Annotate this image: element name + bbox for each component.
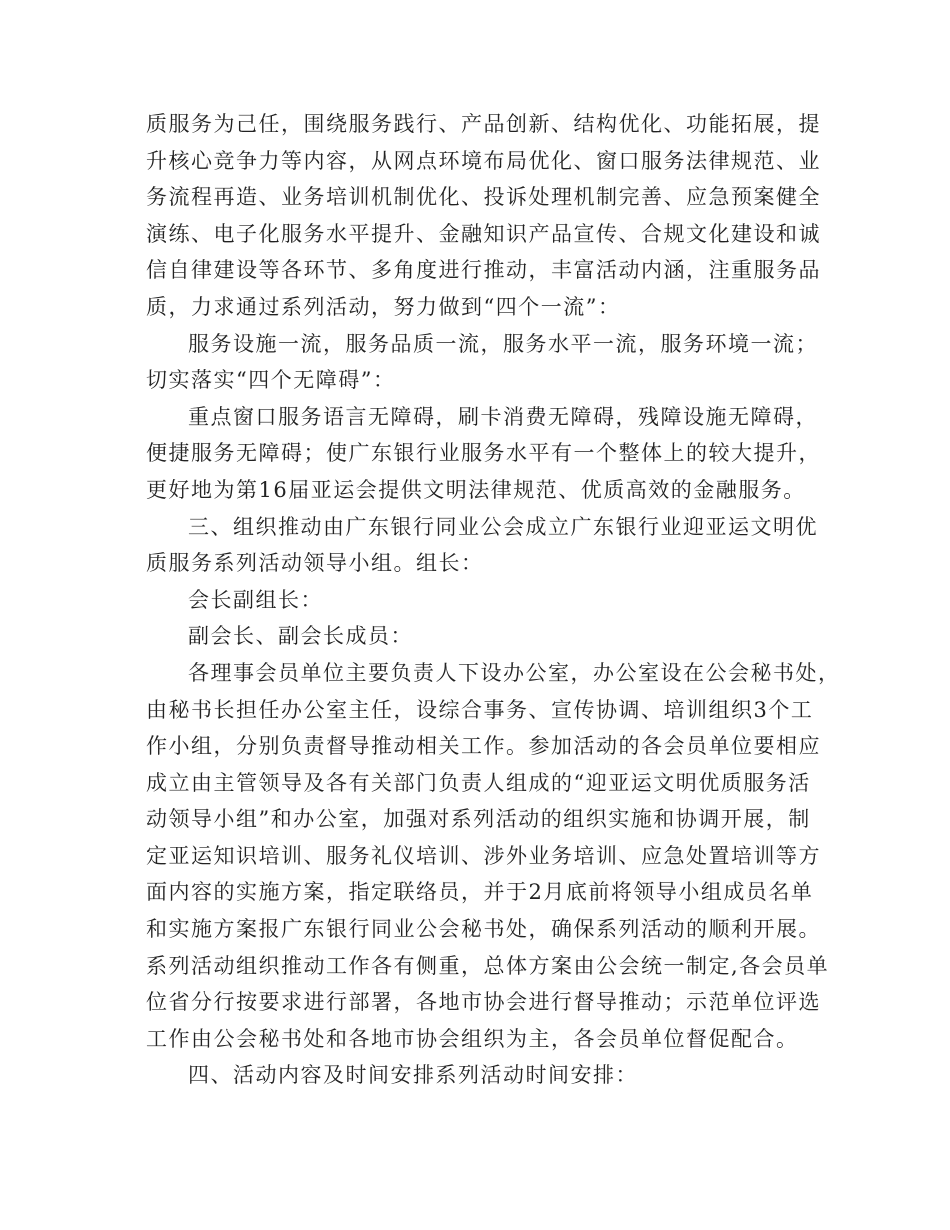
text-line: 信自律建设等各环节、多角度进行推动，丰富活动内涵，注重服务品	[146, 258, 821, 283]
text-line: 作小组，分别负责督导推动相关工作。参加活动的各会员单位要相应	[146, 734, 821, 759]
text-line: 便捷服务无障碍；使广东银行业服务水平有一个整体上的较大提升，	[146, 441, 821, 466]
text-line: 系列活动组织推动工作各有侧重，总体方案由公会统一制定,各会员单	[146, 953, 830, 978]
text-line: 四、活动内容及时间安排系列活动时间安排：	[188, 1063, 638, 1088]
text-line: 服务设施一流，服务品质一流，服务水平一流，服务环境一流；	[188, 331, 818, 356]
text-line: 会长副组长：	[188, 587, 323, 612]
text-line: 升核心竞争力等内容，从网点环境布局优化、窗口服务法律规范、业	[146, 148, 821, 173]
text-line: 和实施方案报广东银行同业公会秘书处，确保系列活动的顺利开展。	[146, 917, 821, 942]
text-line: 务流程再造、业务培训机制优化、投诉处理机制完善、应急预案健全	[146, 185, 821, 210]
text-line: 切实落实“四个无障碍”：	[146, 368, 396, 393]
text-line: 面内容的实施方案，指定联络员，并于2月底前将领导小组成员名单	[146, 880, 814, 905]
text-line: 质服务为己任，围绕服务践行、产品创新、结构优化、功能拓展，提	[146, 112, 821, 136]
text-line: 定亚运知识培训、服务礼仪培训、涉外业务培训、应急处置培训等方	[146, 843, 821, 868]
text-line: 由秘书长担任办公室主任，设综合事务、宣传协调、培训组织3个工	[146, 697, 814, 722]
document-body	[146, 106, 841, 1094]
text-line: 演练、电子化服务水平提升、金融知识产品宣传、合规文化建设和诚	[146, 221, 821, 246]
text-line: 三、组织推动由广东银行同业公会成立广东银行业迎亚运文明优	[188, 514, 818, 539]
text-line: 各理事会员单位主要负责人下设办公室，办公室设在公会秘书处，	[188, 660, 841, 685]
text-line: 更好地为第16届亚运会提供文明法律规范、优质高效的金融服务。	[146, 477, 806, 502]
text-line: 成立由主管领导及各有关部门负责人组成的“迎亚运文明优质服务活	[146, 770, 811, 795]
text-line: 动领导小组”和办公室，加强对系列活动的组织实施和协调开展，制	[146, 807, 811, 832]
text-line: 质，力求通过系列活动，努力做到“四个一流”：	[146, 294, 621, 319]
text-line: 副会长、副会长成员：	[188, 624, 413, 649]
text-line: 工作由公会秘书处和各地市协会组织为主，各会员单位督促配合。	[146, 1026, 799, 1051]
text-line: 质服务系列活动领导小组。组长：	[146, 551, 484, 576]
text-line: 重点窗口服务语言无障碍，刷卡消费无障碍，残障设施无障碍，	[188, 404, 818, 429]
text-line: 位省分行按要求进行部署，各地市协会进行督导推动；示范单位评选	[146, 990, 821, 1015]
